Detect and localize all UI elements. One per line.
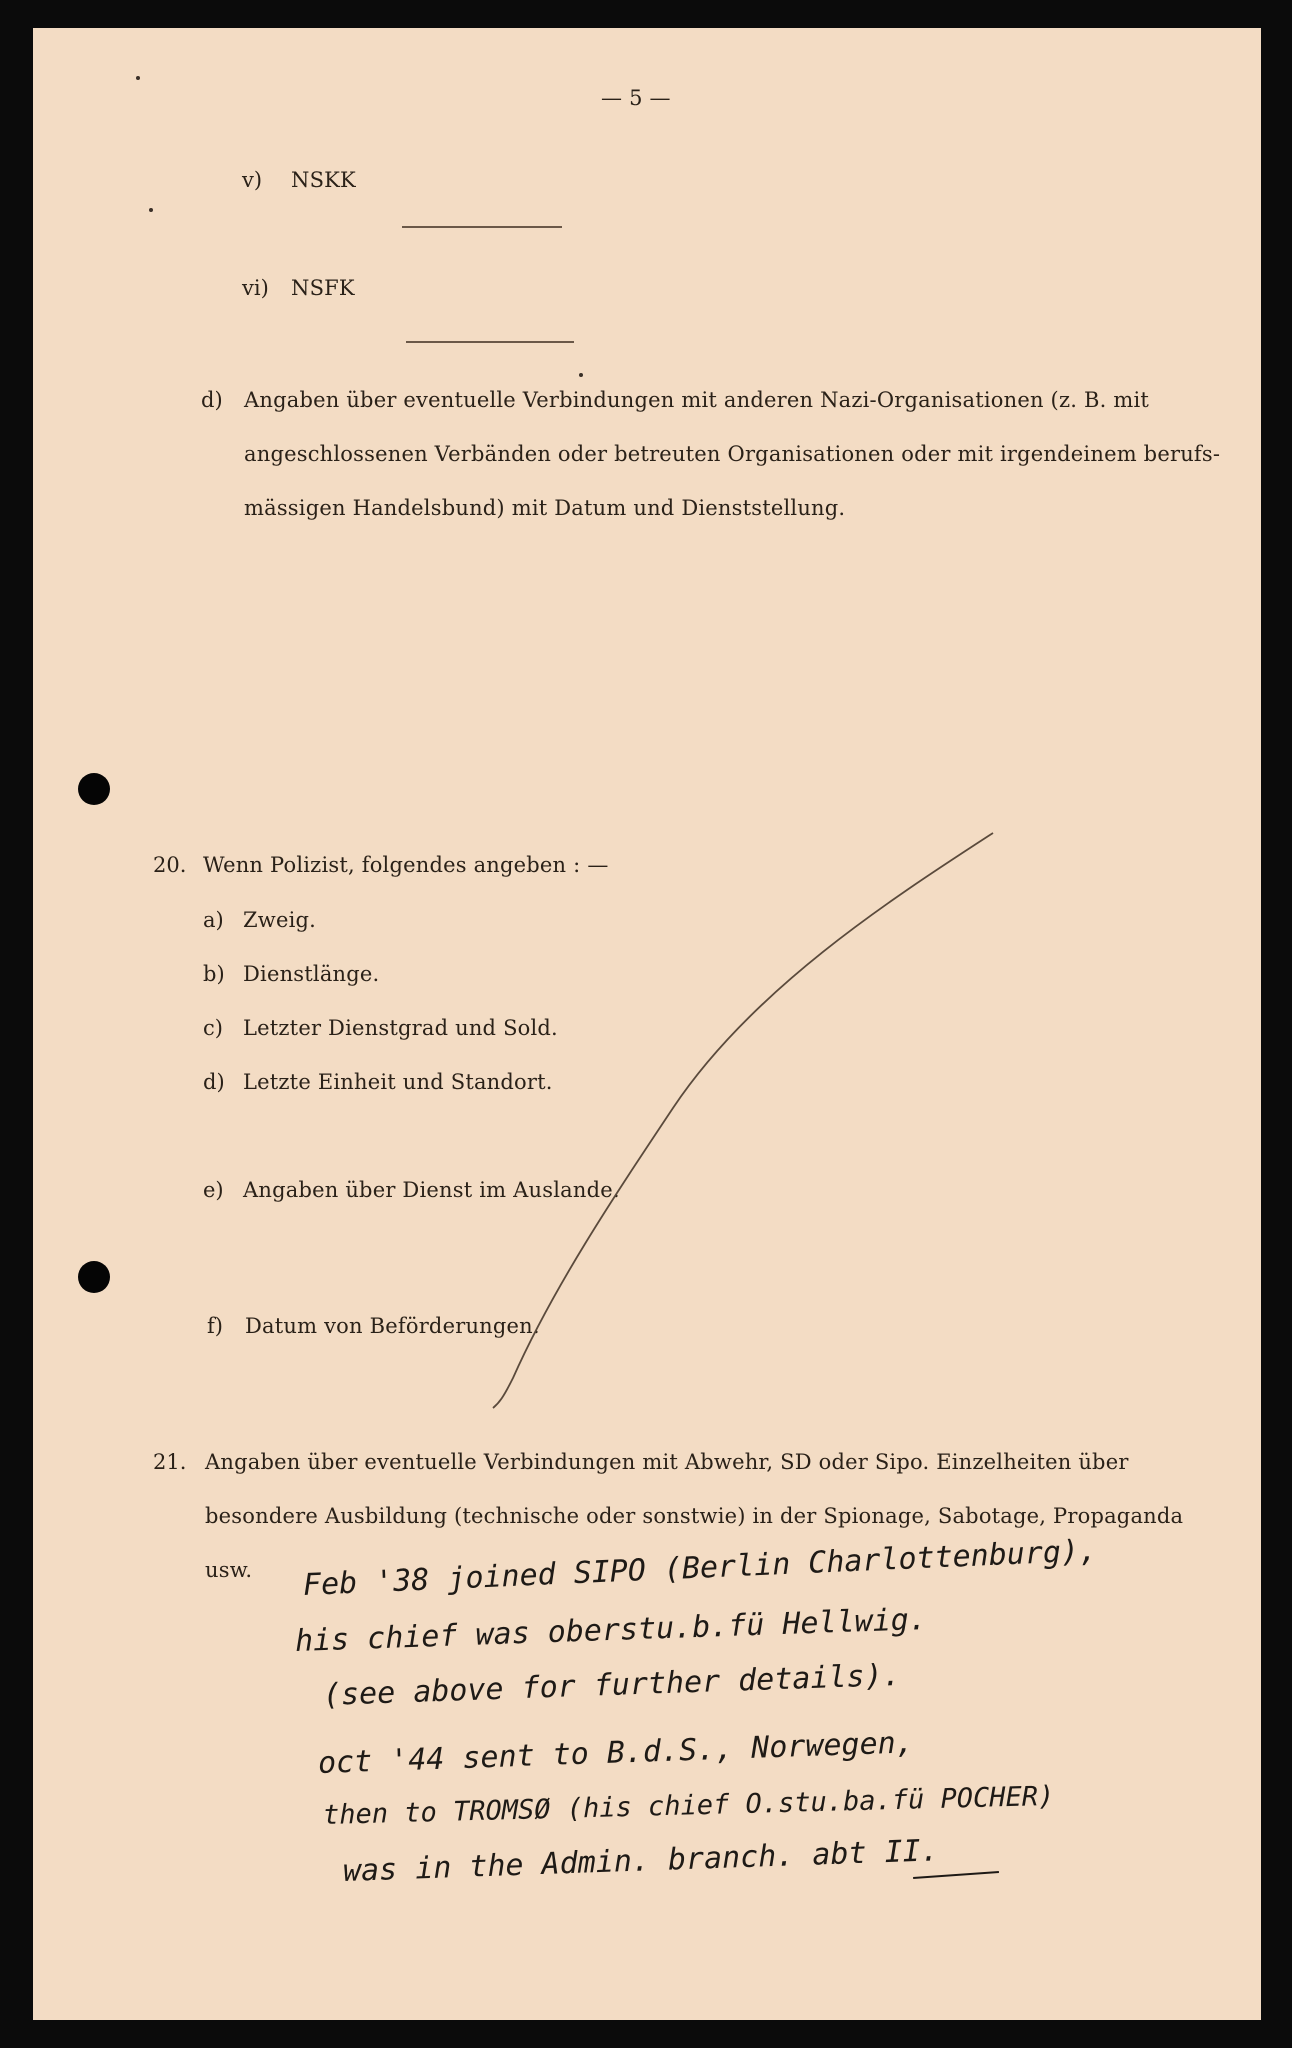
item-letter: v)	[242, 168, 263, 192]
handwritten-line: (see above for further details).	[322, 1657, 902, 1713]
item-label-nsfk: NSFK	[291, 276, 355, 300]
document-page	[33, 28, 1261, 2020]
item-label-nskk: NSKK	[291, 168, 356, 192]
handwritten-line: Feb '38 joined SIPO (Berlin Charlottenburg),	[302, 1533, 1098, 1603]
page-number: — 5 —	[601, 86, 671, 110]
question-21-number: 21.	[153, 1450, 187, 1474]
q20-sub-text: Zweig.	[243, 908, 317, 932]
handwritten-line: then to TROMSØ (his chief O.stu.ba.fü POCHER)	[322, 1780, 1055, 1831]
q20-sub-letter: a)	[203, 908, 224, 932]
q20-sub-text: Angaben über Dienst im Auslande.	[243, 1178, 620, 1202]
handwritten-line: his chief was oberstu.b.fü Hellwig.	[294, 1601, 928, 1659]
q20-sub-text: Datum von Beförderungen.	[245, 1314, 540, 1338]
section-d-letter: d)	[201, 388, 223, 412]
q20-sub-text: Letzte Einheit und Standort.	[243, 1070, 553, 1094]
question-20-number: 20.	[153, 853, 187, 877]
q20-sub-letter: c)	[203, 1016, 223, 1040]
question-21-line: besondere Ausbildung (technische oder sonstwie) in der Spionage, Sabotage, Propaganda	[205, 1504, 1184, 1528]
section-d-line: angeschlossenen Verbänden oder betreuten Organisationen oder mit irgendeinem berufs-	[244, 442, 1221, 466]
q20-sub-letter: d)	[203, 1070, 225, 1094]
question-21-line: usw.	[205, 1558, 253, 1582]
pen-strike-line	[33, 28, 1261, 2020]
q20-sub-text: Letzter Dienstgrad und Sold.	[243, 1016, 558, 1040]
section-d-line: mässigen Handelsbund) mit Datum und Dienststellung.	[244, 496, 846, 520]
q20-sub-letter: f)	[207, 1314, 223, 1338]
q20-sub-text: Dienstlänge.	[243, 962, 380, 986]
item-letter: vi)	[242, 276, 269, 300]
q20-sub-letter: e)	[203, 1178, 224, 1202]
section-d-line: Angaben über eventuelle Verbindungen mit anderen Nazi-Organisationen (z. B. mit	[244, 388, 1150, 412]
question-20-title: Wenn Polizist, folgendes angeben : —	[203, 853, 609, 877]
question-21-line: Angaben über eventuelle Verbindungen mit Abwehr, SD oder Sipo. Einzelheiten über	[205, 1450, 1129, 1474]
handwritten-line: was in the Admin. branch. abt II.	[342, 1833, 940, 1889]
handwritten-line: oct '44 sent to B.d.S., Norwegen,	[317, 1725, 915, 1781]
q20-sub-letter: b)	[203, 962, 225, 986]
